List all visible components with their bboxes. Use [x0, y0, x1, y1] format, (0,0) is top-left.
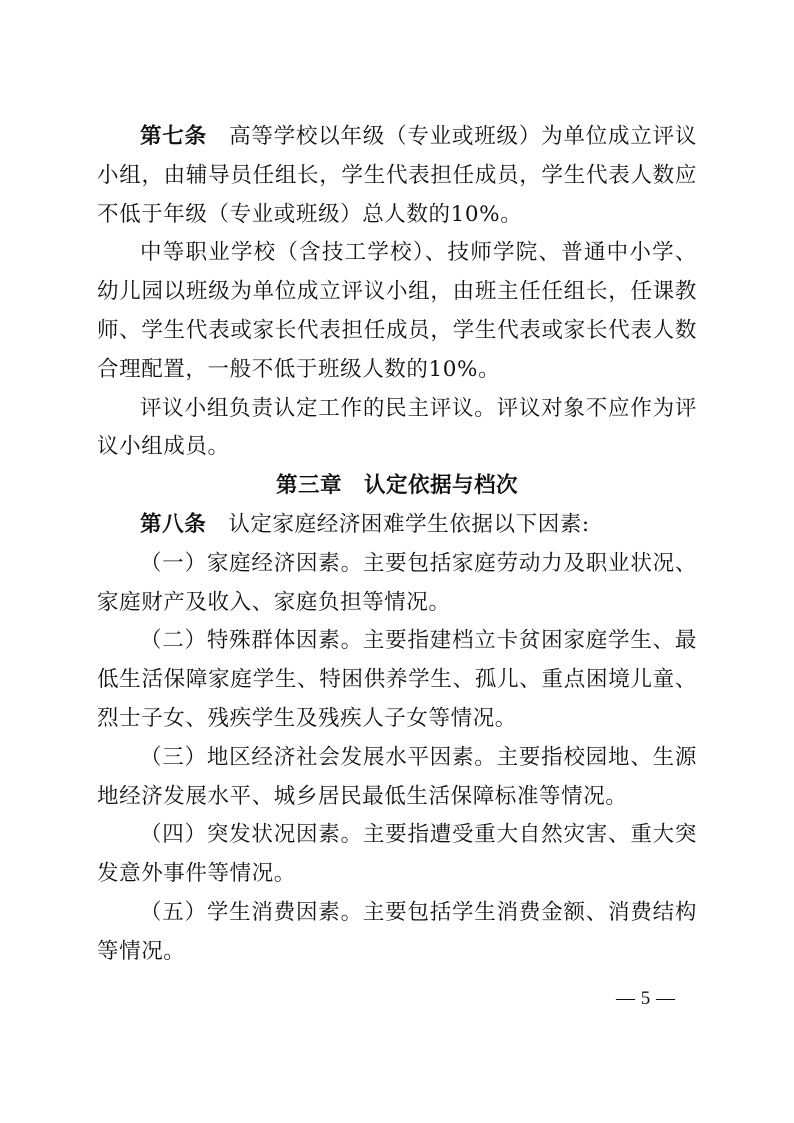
article-7-paragraph	[97, 118, 697, 234]
article-8-label: 第八条	[140, 511, 207, 537]
article-8-item-5: （五）学生消费因素。主要包括学生消费金额、消费结构等情况。	[97, 899, 697, 964]
chapter-3-title: 第三章 认定依据与档次	[275, 473, 518, 499]
article-8-paragraph	[97, 506, 697, 545]
document-page	[97, 118, 697, 972]
article-8-text: 认定家庭经济困难学生依据以下因素:	[228, 511, 590, 537]
article-8-item-3: （三）地区经济社会发展水平因素。主要指校园地、生源地经济发展水平、城乡居民最低生活保障标准等情况。	[97, 744, 697, 809]
article-7-label: 第七条	[140, 124, 207, 149]
page-number: — 5 —	[616, 988, 676, 1009]
article-7-paragraph-3: 评议小组负责认定工作的民主评议。评议对象不应作为评议小组成员。	[97, 395, 697, 460]
article-8-item-4: （四）突发状况因素。主要指遭受重大自然灾害、重大突发意外事件等情况。	[97, 822, 697, 887]
article-7-text: 高等学校以年级（专业或班级）为单位成立评议小组，由辅导员任组长，学生代表担任成员，学生代表人数应不低于年级（专业或班级）总人数的10%。	[97, 124, 697, 227]
article-7-paragraph-2: 中等职业学校（含技工学校）、技师学院、普通中小学、幼儿园以班级为单位成立评议小组，由班主任任组长，任课教师、学生代表或家长代表担任成员，学生代表或家长代表人数合理配置，一般不低于班级人数的10%。	[97, 240, 697, 382]
article-8-item-1: （一）家庭经济因素。主要包括家庭劳动力及职业状况、家庭财产及收入、家庭负担等情况。	[97, 550, 697, 615]
article-8-item-2: （二）特殊群体因素。主要指建档立卡贫困家庭学生、最低生活保障家庭学生、特困供养学生、孤儿、重点困境儿童、烈士子女、残疾学生及残疾人子女等情况。	[97, 628, 697, 731]
